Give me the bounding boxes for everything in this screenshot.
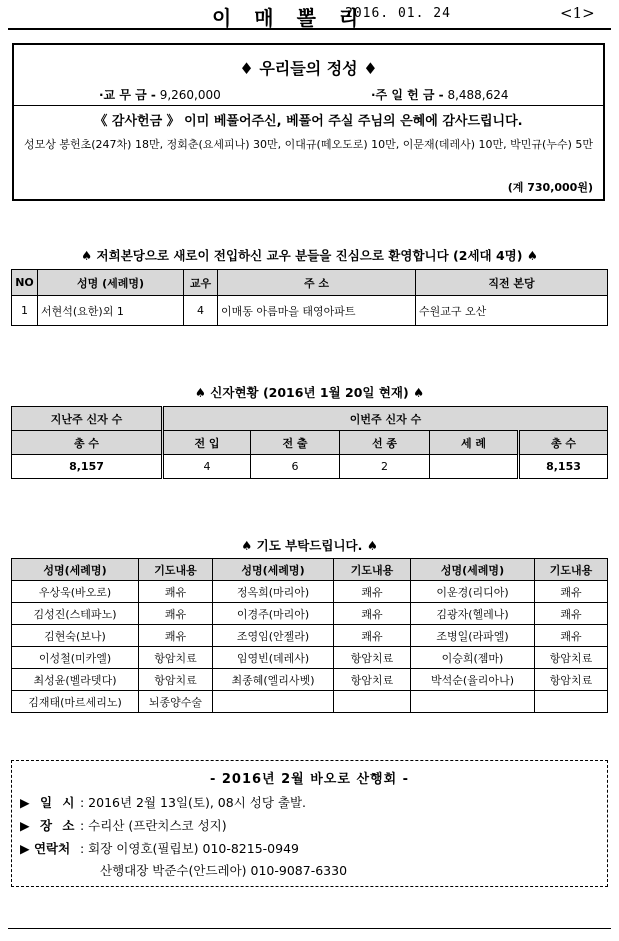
table-row: 우상욱(바오로) 쾌유 정옥희(마리아) 쾌유 이운경(리디아) 쾌유: [12, 581, 608, 603]
offering-divider: [14, 105, 603, 106]
column-header: 기도내용: [139, 559, 213, 581]
bulletin-title: 이 매 뽈 리: [212, 6, 367, 30]
thanks-title: 《 감사헌금 》 이미 베풀어주신, 베풀어 주실 주님의 은혜에 감사드립니다.: [94, 114, 523, 129]
column-header: 성명(세례명): [12, 559, 139, 581]
weekday-offering: ·주 일 헌 금 - 8,488,624: [371, 88, 509, 102]
page-number: <1>: [560, 4, 595, 22]
welcome-table: [11, 269, 608, 326]
column-header: 전 출: [251, 431, 340, 455]
column-header: 기도내용: [334, 559, 411, 581]
event-contact-2: 산행대장 박준수(안드레아) 010-9087-6330: [100, 863, 348, 878]
header-divider: [8, 28, 611, 30]
last-week-header: 지난주 신자 수: [12, 407, 163, 431]
column-header: 선 종: [340, 431, 430, 455]
event-box: [11, 760, 608, 887]
offering-total: (계 730,000원): [507, 181, 593, 194]
column-header: 주 소: [218, 270, 416, 296]
column-header: 전 입: [163, 431, 251, 455]
prayer-table: [11, 558, 608, 713]
table-row: 1 서현석(요한)외 1 4 이매동 아름마을 태영아파트 수원교구 오산: [12, 296, 608, 326]
column-header: NO: [12, 270, 38, 296]
table-row: 8,157 4 6 2 8,153: [12, 455, 608, 479]
footer-divider: [8, 928, 611, 929]
column-header: 성명 (세례명): [38, 270, 184, 296]
believers-table: [11, 406, 608, 479]
bulletin-header: [0, 0, 619, 30]
this-week-header: 이번주 신자 수: [163, 407, 608, 431]
bulletin-date: 2016. 01. 24: [345, 6, 451, 21]
this-total-value: 8,153: [519, 455, 608, 479]
column-header: 성명(세례명): [411, 559, 535, 581]
donor-list: 성모상 봉헌초(247차) 18만, 정회춘(요세피나) 30만, 이대규(떼오도로) 10만, 이문재(데레사) 10만, 박민규(누수) 5만: [24, 138, 594, 151]
table-row: 김성진(스테파노) 쾌유 이경주(마리아) 쾌유 김광자(헬레나) 쾌유: [12, 603, 608, 625]
this-total-header: 총 수: [519, 431, 608, 455]
table-header-row: [12, 270, 608, 296]
offering-box: [12, 43, 605, 201]
table-row: 김재태(마르세리노) 뇌종양수술: [12, 691, 608, 713]
event-title: - 2016년 2월 바오로 산행회 -: [209, 772, 410, 787]
event-date: ▶ 일 시 : 2016년 2월 13일(토), 08시 성당 출발.: [20, 795, 307, 810]
column-header: 세 례: [430, 431, 519, 455]
event-contact: ▶ 연락처 : 회장 이영호(필립보) 010-8215-0949: [20, 841, 299, 856]
column-header: 교우: [184, 270, 218, 296]
column-header: 기도내용: [535, 559, 608, 581]
prayer-title: ♠ 기도 부탁드립니다. ♠: [241, 538, 378, 553]
welcome-title: ♠ 저희본당으로 새로이 전입하신 교우 분들을 진심으로 환영합니다 (2세대 4명) ♠: [80, 248, 538, 263]
table-row: 김현숙(보나) 쾌유 조영임(안젤라) 쾌유 조병일(라파엘) 쾌유: [12, 625, 608, 647]
column-header: 직전 본당: [416, 270, 608, 296]
believers-title: ♠ 신자현황 (2016년 1월 20일 현재) ♠: [194, 385, 425, 400]
table-row: 최성윤(벨라뎃다) 항암치료 최종혜(엘리사벳) 항암치료 박석순(율리아나) 항암치료: [12, 669, 608, 691]
table-row: 이성철(미카엘) 항암치료 임영빈(데레사) 항암치료 이승희(젬마) 항암치료: [12, 647, 608, 669]
sunday-offering: ·교 무 금 - 9,260,000: [99, 88, 221, 102]
column-header: 성명(세례명): [213, 559, 334, 581]
last-total-header: 총 수: [12, 431, 163, 455]
table-header-row: [12, 559, 608, 581]
offering-title: ♦ 우리들의 정성 ♦: [239, 59, 378, 78]
event-place: ▶ 장 소 : 수리산 (프란치스코 성지): [20, 818, 227, 833]
last-total-value: 8,157: [12, 455, 163, 479]
